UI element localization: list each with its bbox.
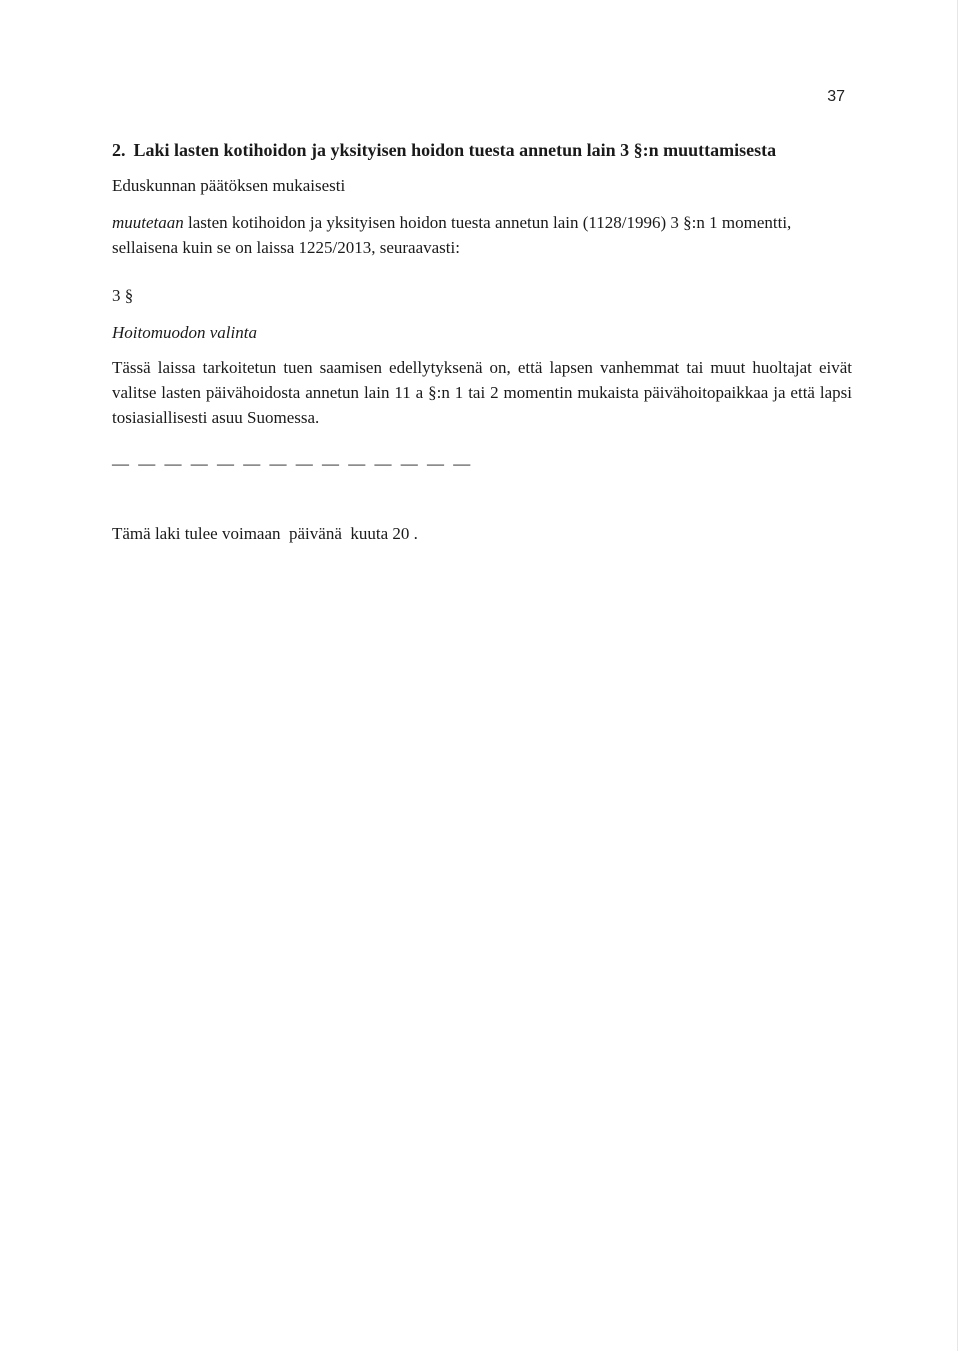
amendment-text: lasten kotihoidon ja yksityisen hoidon tuesta annetun lain (1128/1996) 3 §:n 1 momentti, sellaisena kuin se on laissa 1225/2013, seuraavasti: bbox=[112, 213, 792, 257]
law-heading-title: Laki lasten kotihoidon ja yksityisen hoidon tuesta annetun lain 3 §:n muuttamisesta bbox=[133, 140, 777, 160]
omission-divider: — — — — — — — — — — — — — — bbox=[112, 454, 473, 473]
section-body: Tässä laissa tarkoitetun tuen saamisen edellytyksenä on, että lapsen vanhemmat tai muut huoltajat eivät valitse lasten päivähoidosta annetun lain 11 a §:n 1 tai 2 momentin mukaista päivähoitopaikkaa ja että lapsi tosiasiallisesti asuu Suomessa. bbox=[112, 358, 852, 427]
law-heading-number: 2. bbox=[112, 140, 126, 160]
entry-into-force: Tämä laki tulee voimaan päivänä kuuta 20 . bbox=[112, 524, 418, 543]
amendment-verb: muutetaan bbox=[112, 213, 184, 232]
scan-edge-line bbox=[957, 0, 958, 1351]
law-heading bbox=[112, 140, 852, 161]
section-number: 3 § bbox=[112, 286, 134, 305]
page-number: 37 bbox=[827, 88, 845, 105]
section-title: Hoitomuodon valinta bbox=[112, 323, 257, 342]
amendment-clause bbox=[112, 210, 852, 260]
document-body bbox=[112, 140, 852, 544]
enactment-intro: Eduskunnan päätöksen mukaisesti bbox=[112, 176, 346, 195]
